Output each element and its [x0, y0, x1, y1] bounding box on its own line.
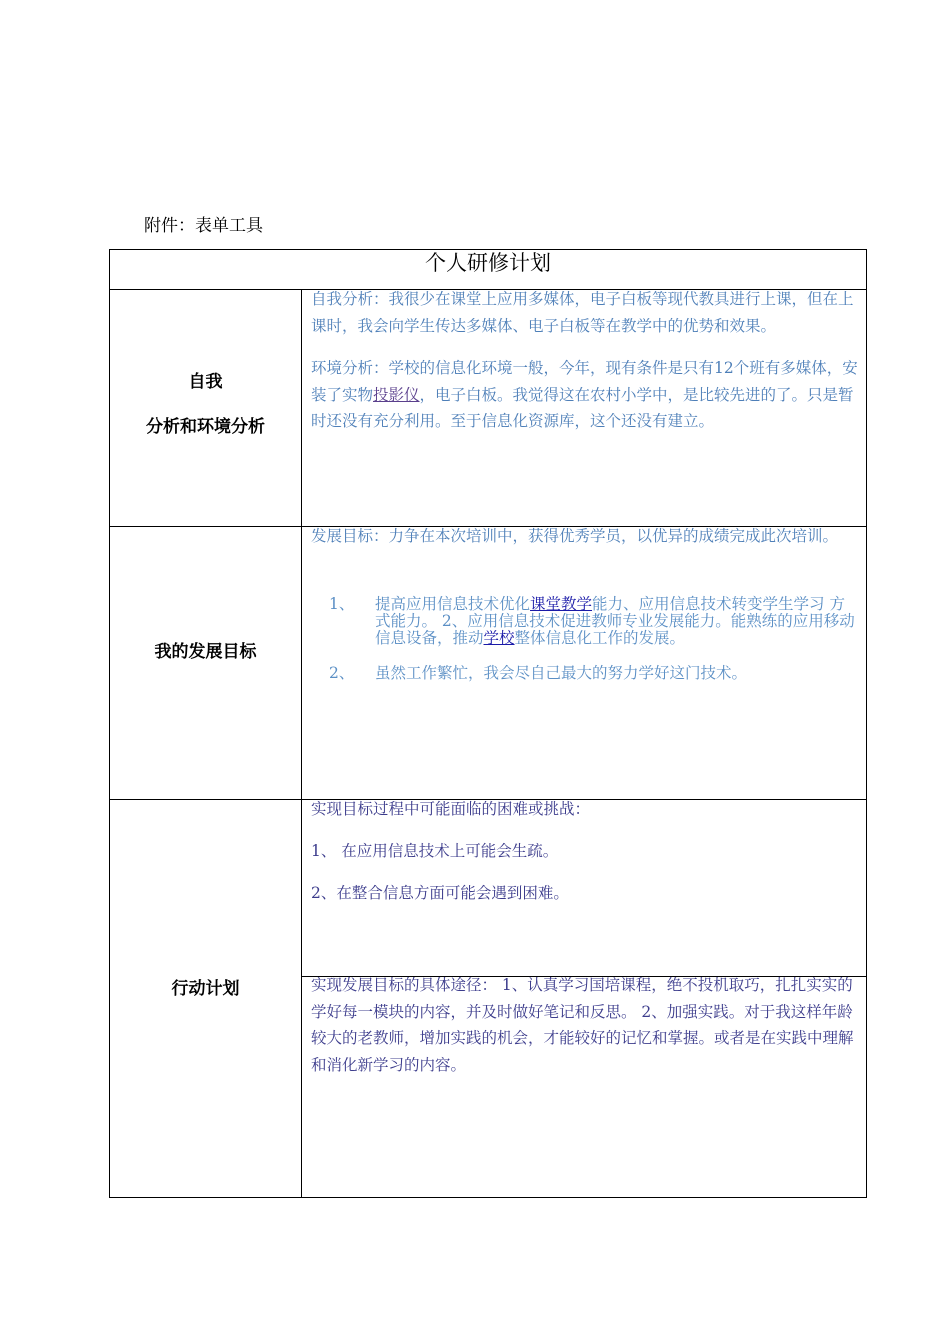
school-link[interactable]: 学校	[483, 629, 515, 647]
goal-item-2-text: 虽然工作繁忙，我会尽自己最大的努力学好这门技术。	[375, 664, 748, 682]
environment-analysis-post: ，电子白板。我觉得这在农村小学中，是比较先进的了。只是暂时还没有充分利用。至于信息化资源库，这个还没有建立。	[311, 385, 854, 430]
goal-label	[110, 527, 302, 799]
self-analysis-label	[110, 289, 302, 526]
self-analysis-label-line1: 自我	[188, 372, 223, 392]
action-label-text: 行动计划	[171, 979, 240, 999]
goal-item-1	[329, 596, 859, 647]
projector-link[interactable]: 投影仪	[373, 385, 420, 404]
goal-label-text: 我的发展目标	[154, 642, 257, 662]
action-label	[110, 800, 302, 1197]
classroom-teaching-link[interactable]: 课堂教学	[530, 595, 593, 613]
challenge-1: 1、 在应用信息技术上可能会生疏。	[311, 842, 559, 860]
challenge-title: 实现目标过程中可能面临的困难或挑战：	[311, 800, 591, 818]
action-path-text: 实现发展目标的具体途径： 1、认真学习国培课程，绝不投机取巧，扎扎实实的学好每一模块的内容，并及时做好笔记和反思。 2、加强实践。对于我这样年龄较大的老教师，增加实践的机会，才能较好的记忆和掌握。或者是在实践中理解和消化新学习的内容。	[311, 976, 854, 1074]
goal-item-2-num: 2、	[329, 664, 355, 682]
goal-intro: 发展目标：力争在本次培训中，获得优秀学员，以优异的成绩完成此次培训。	[311, 527, 839, 545]
challenge-2: 2、在整合信息方面可能会遇到困难。	[311, 884, 569, 902]
environment-analysis-text	[311, 355, 859, 435]
self-analysis-label-line2: 分析和环境分析	[146, 417, 265, 437]
goal-item-1-text: 提高应用信息技术优化课堂教学能力、应用信息技术转变学生学习 方式能力。 2、应用信息技术促进教师专业发展能力。能熟练的应用移动信息设备，推动学校整体信息化工作的发展。	[375, 595, 855, 647]
environment-analysis-pre: 环境分析：学校的信息化环境一般，今年，现有条件是只有12个班有多媒体，安装了实物	[311, 359, 858, 404]
attachment-label: 附件：表单工具	[144, 216, 263, 236]
plan-table	[109, 249, 867, 1198]
goal-item-1-num: 1、	[329, 595, 355, 613]
table-title: 个人研修计划	[110, 250, 866, 290]
self-analysis-content	[311, 286, 859, 435]
goal-item-2	[329, 665, 859, 682]
self-analysis-text: 自我分析：我很少在课堂上应用多媒体，电子白板等现代教具进行上课，但在上课时，我会向学生传达多媒体、电子白板等在教学中的优势和效果。	[311, 290, 854, 335]
